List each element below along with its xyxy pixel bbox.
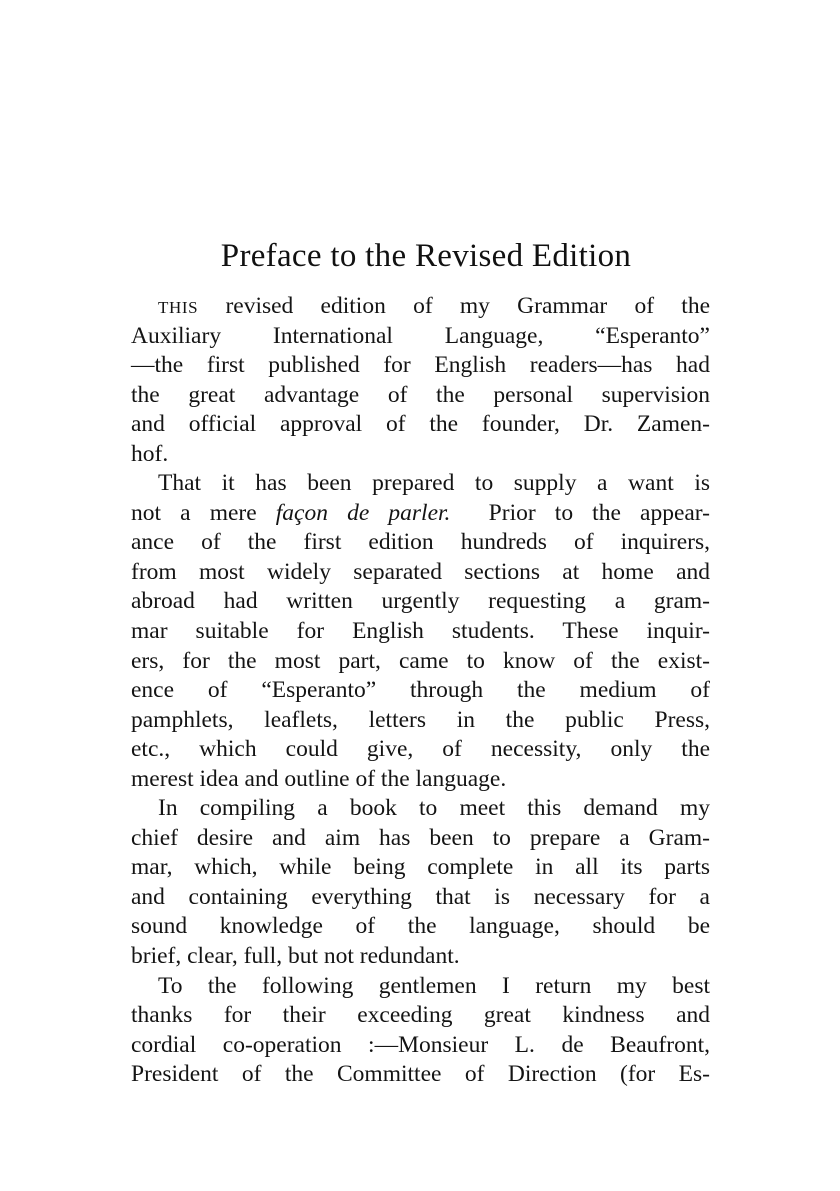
text-line: hof.	[131, 440, 169, 467]
text-line: In compiling a book to meet this demand my	[158, 795, 710, 822]
text-line: —the first published for English readers—has had	[131, 352, 710, 379]
text-run: not a mere	[131, 499, 276, 526]
text-line: ence of “Esperanto” through the medium of	[131, 677, 710, 704]
text-run: revised edition of my Grammar of the	[198, 293, 710, 319]
text-line: the great advantage of the personal supervision	[131, 381, 710, 408]
text-line: ance of the first edition hundreds of inquirers,	[131, 529, 710, 556]
text-line: thanks for their exceeding great kindness and	[131, 1002, 710, 1029]
text-line: chief desire and aim has been to prepare a Gram-	[131, 824, 710, 851]
text-line: etc., which could give, of necessity, only the	[131, 736, 710, 763]
text-line: and official approval of the founder, Dr. Zamen-	[131, 411, 710, 438]
italic-phrase: façon de parler.	[275, 499, 451, 526]
text-line: President of the Committee of Direction (for Es-	[131, 1061, 710, 1088]
text-line	[131, 292, 710, 322]
text-line: abroad had written urgently requesting a gram-	[131, 588, 710, 615]
text-line: mar suitable for English students. These inquir-	[131, 618, 710, 645]
text-line: That it has been prepared to supply a want is	[158, 470, 710, 497]
text-line	[131, 499, 710, 529]
text-line: mar, which, while being complete in all its parts	[131, 854, 710, 881]
paragraph-3	[131, 794, 710, 971]
text-line: pamphlets, leaflets, letters in the public Press,	[131, 706, 710, 733]
text-line: brief, clear, full, but not redundant.	[131, 943, 460, 970]
paragraph-1	[131, 292, 710, 469]
preface-body	[131, 292, 710, 1090]
text-line: To the following gentlemen I return my best	[158, 972, 710, 999]
text-run: Prior to the appear-	[450, 499, 710, 526]
page-title: Preface to the Revised Edition	[220, 238, 632, 275]
text-line: and containing everything that is necessary for a	[131, 883, 710, 910]
text-line: ers, for the most part, came to know of the exist-	[131, 647, 710, 674]
paragraph-2	[131, 469, 710, 794]
text-line: merest idea and outline of the language.	[131, 765, 507, 792]
text-line: from most widely separated sections at home and	[131, 558, 710, 585]
text-line: sound knowledge of the language, should be	[131, 913, 710, 940]
text-line: Auxiliary International Language, “Esperanto”	[131, 322, 710, 349]
small-caps-opening: THIS	[158, 298, 199, 317]
paragraph-4	[131, 972, 710, 1090]
text-line: cordial co-operation :—Monsieur L. de Beaufront,	[131, 1031, 710, 1058]
